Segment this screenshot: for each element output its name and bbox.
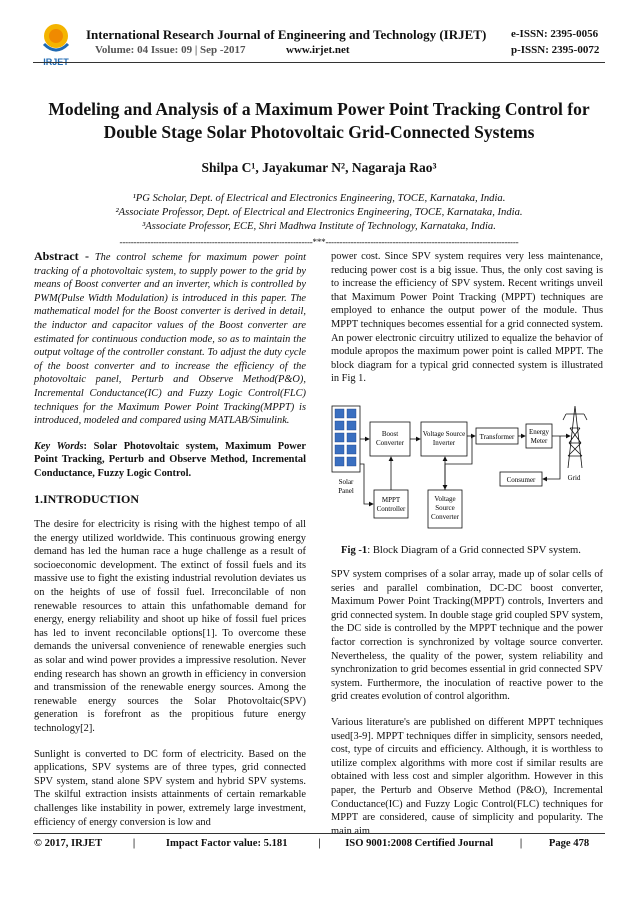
affiliation-3: ³Associate Professor, ECE, Shri Madhwa Institute of Technology, Karnataka, India.	[142, 221, 496, 232]
figure-caption-text: : Block Diagram of a Grid connected SPV system.	[367, 545, 581, 556]
right-column-lower	[331, 568, 603, 850]
figure-caption-label: Fig -1	[341, 545, 368, 556]
journal-name: International Research Journal of Engineering and Technology (IRJET)	[86, 27, 487, 42]
svg-text:Source: Source	[435, 504, 455, 512]
figure-caption	[318, 545, 604, 556]
energy-meter-block	[526, 424, 552, 448]
footer-sep-2: |	[318, 838, 321, 849]
authors: Shilpa C¹, Jayakumar N², Nagaraja Rao³	[201, 160, 437, 175]
affiliation-2: ²Associate Professor, Dept. of Electrical and Electronics Engineering, TOCE, Karnataka, India.	[115, 207, 523, 218]
footer-impact: Impact Factor value: 5.181	[165, 838, 288, 849]
svg-text:Solar: Solar	[338, 478, 354, 486]
svg-text:Inverter: Inverter	[432, 439, 456, 447]
svg-text:Converter: Converter	[431, 513, 459, 521]
grid-tower	[563, 406, 587, 482]
svg-text:Voltage Source: Voltage Source	[422, 430, 466, 438]
eissn: e-ISSN: 2395-0056	[511, 28, 599, 40]
svg-text:MPPT: MPPT	[381, 496, 401, 504]
svg-text:Controller: Controller	[376, 505, 406, 513]
svg-text:Boost: Boost	[381, 430, 399, 438]
section-separator: ---------------------------------------------------------------------***---------------------------------------------------------------------	[119, 237, 519, 247]
consumer-block	[500, 472, 542, 486]
page-footer	[34, 838, 606, 849]
svg-text:Transformer: Transformer	[479, 433, 515, 441]
footer-iso: ISO 9001:2008 Certified Journal	[345, 838, 494, 849]
paper-title: Modeling and Analysis of a Maximum Power Point Tracking Control for Double Stage Solar Photovoltaic Grid-Connected Systems	[48, 99, 590, 142]
pissn: p-ISSN: 2395-0072	[511, 44, 600, 56]
abstract-text: The control scheme for maximum power point tracking of a photovoltaic system, to supply power to the grid by means of Boost converter and an inverter, which is controlled by PWM(Pulse Width Modulation) is introduced in this paper. The mathematical model for the Boost converter is derived in detail, the inductor and capacitor values of the Boost converter are estimated for continuous conduction mode, so as to maintain the output voltage of the controller constant. To adjust the duty cycle of the boost converter and to increase the efficiency of the photovoltaic panel, Perturb and Observe Method(P&O), Incremental Conductance(IC) and Fuzzy Logic Control(FLC) techniques for the Maximum Power Point Tracking(MPPT) is introduced, modeled and compared using MATLAB/Simulink.	[34, 252, 306, 427]
right-paragraph-1: power cost. Since SPV system requires very less maintenance, reducing power cost is a big issue. Thus, the only cost saving is to increase the efficiency of SPV system. Recent writings unveil that Maximum Power Point Tracking (MPPT) techniques are employed to enhance the output power of the module. Thus MPPT techniques becomes essential for a grid connected system. An power electronic circuitry utilized to equalize the behavior of module apropos the maximum power point is called MPPT. The block diagram for a typical grid connected system is illustrated in Fig 1.	[331, 251, 603, 385]
svg-text:Meter: Meter	[530, 437, 548, 445]
svg-text:Consumer: Consumer	[506, 476, 536, 484]
solar-panel	[332, 406, 360, 495]
header-rule	[33, 62, 605, 63]
page-header	[0, 0, 638, 92]
inverter-block	[421, 422, 467, 456]
intro-paragraph-1: The desire for electricity is rising with the highest tempo of all the energy utilized worldwide. This continuous growing energy demand has led the human race a huge challenge as a result of socioeconomic development. The extinct of fossil fuels and its massive use to fight the existing industrial revolution deviates us on the heights of use of fossil fuel. Irreconcilable of non renewable resources to attain this unfathomable demand for energy, energy reliability and shoot up hike of fossil fuel prices has led to invent reconcilable options[1]. To overcome these demands the universal convenience of renewable energies such as solar and wind power provides a impressive resolution. Never ending research has shown an growth in efficiency in conversion and transmission of the renewable energy sources. Among the renewable energy sources the Solar Photovoltaic(SPV) generation is forefront as the propitious future energy technology[2].	[34, 519, 306, 734]
footer-sep-3: |	[519, 838, 523, 849]
svg-text:Panel: Panel	[338, 487, 354, 495]
footer-rule	[33, 833, 605, 834]
left-column	[34, 250, 306, 841]
boost-converter-block	[370, 422, 410, 456]
svg-text:Energy: Energy	[528, 428, 550, 436]
keywords-label: Key Words	[34, 440, 84, 452]
right-paragraph-3: Various literature's are published on different MPPT techniques used[3-9]. MPPT techniques differ in simplicity, sensors needed, cost, type of circuits and efficiency. Although, it is worthless to utilize complex algorithms with more cost if similar results are obtained with less cost and simpler algorithm. However in this paper, the Perturb and Observe Method (P&O), Incremental Conductance(IC) and Fuzzy Logic Control(FLC) techniques for MPPT are considered, cause of simplicity and popularity. The main aim	[331, 716, 603, 837]
svg-text:IRJET: IRJET	[43, 57, 69, 67]
right-column	[331, 250, 603, 398]
intro-paragraph-2: Sunlight is converted to DC form of electricity. Based on the applications, SPV systems are of three types, grid connected SPV system, stand alone SPV system and hybrid SPV systems. The skilful extraction insists attainments of certain remarkable challenges like instability in power, extremely large investment, efficiency of energy conversion is low and	[34, 748, 306, 828]
vsc-block	[428, 490, 462, 528]
mppt-controller-block	[374, 490, 408, 518]
abstract-label: Abstract -	[34, 249, 89, 263]
svg-text:Converter: Converter	[376, 439, 404, 447]
svg-text:Grid: Grid	[567, 474, 581, 482]
affiliation-1: ¹PG Scholar, Dept. of Electrical and Electronics Engineering, TOCE, Karnataka, India.	[132, 193, 506, 204]
footer-sep-1: |	[132, 838, 136, 849]
abstract	[34, 250, 306, 428]
transformer-block	[476, 428, 518, 444]
footer-copyright: © 2017, IRJET	[34, 838, 103, 849]
keywords-text: Solar Photovoltaic system, Maximum Power Point Tracking, Perturb and Observe Method, Incremental Conductance, Fuzzy Logic Control.	[34, 440, 306, 479]
right-paragraph-2: SPV system comprises of a solar array, made up of solar cells of series and parallel combination, DC-DC boost converter, Maximum Power Point Tracking(MPPT) controls, Inverters and grid connected system. In double stage grid coupled SPV system, the DC side is controlled by the MPPT technique and the power factor correction is synchronized by voltage source converter. Nevertheless, the quality of the power, system reliability and synchronization to grid becomes essential in grid connected SPV system. Furthermore, the inoculation of reactive power to the grid creates evolution of control algorithm.	[331, 569, 603, 703]
footer-page: Page 478	[548, 838, 590, 849]
svg-text:Voltage: Voltage	[434, 495, 456, 503]
journal-website: www.irjet.net	[286, 44, 350, 56]
block-diagram	[330, 398, 598, 538]
volume-issue: Volume: 04 Issue: 09 | Sep -2017	[95, 44, 246, 56]
keywords: Key Words: Solar Photovoltaic system, Maximum Power Point Tracking, Perturb and Observe Method, Incremental Conductance, Fuzzy Logic Control.	[34, 440, 306, 479]
intro-heading: 1.INTRODUCTION	[34, 491, 140, 506]
